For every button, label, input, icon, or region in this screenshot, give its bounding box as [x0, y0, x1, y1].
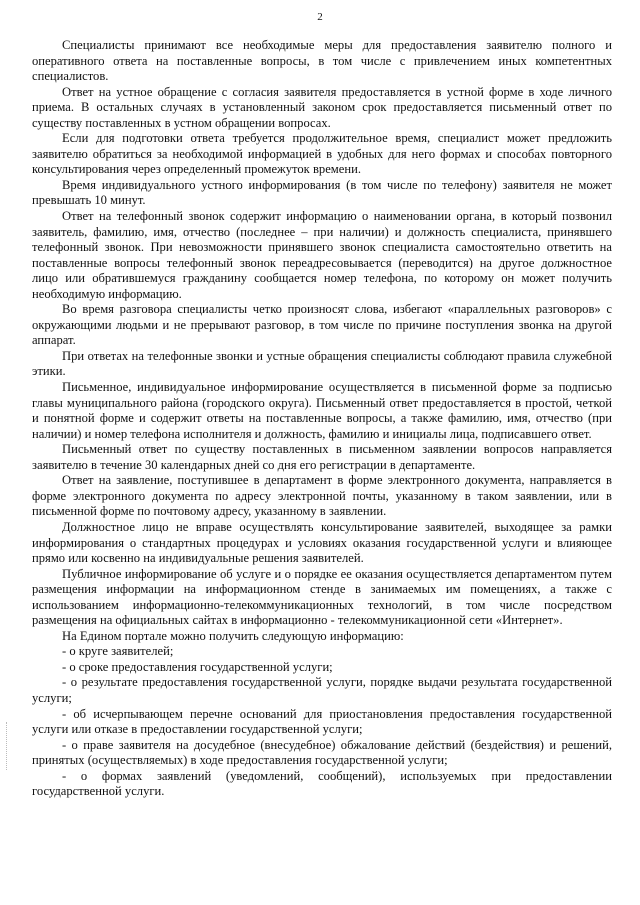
list-item: - о праве заявителя на досудебное (внесудебное) обжалование действий (бездействия) и решений, принятых (осуществляемых) в ходе предоставления государственной услуги; [32, 737, 612, 768]
list-item: - о сроке предоставления государственной услуги; [62, 659, 333, 674]
paragraph: Ответ на телефонный звонок содержит информацию о наименовании органа, в который позвонил заявитель, фамилию, имя, отчество (последнее – при наличии) и должность специалиста, принявшего телефонный звонок. При невозможности принявшего звонок специалиста самостоятельно ответить на поставленные вопросы телефонный звонок переадресовывается (переводится) на другое должностное лицо или обратившемуся гражданину сообщается номер телефона, по которому он может получить необходимую информацию. [32, 209, 612, 301]
list-item: - об исчерпывающем перечне оснований для приостановления предоставления государственной услуги или отказе в предоставлении государственной услуги; [32, 706, 612, 737]
paragraph: Специалисты принимают все необходимые меры для предоставления заявителю полного и оперативного ответа на поставленные вопросы, в том числе с привлечением иных компетентных специалистов. [32, 38, 612, 84]
paragraph: Во время разговора специалисты четко произносят слова, избегают «параллельных разговоров» с окружающими людьми и не прерывают разговор, в том числе по причине поступления звонка на другой аппарат. [32, 302, 612, 348]
scan-margin-mark [6, 722, 11, 770]
paragraph: Время индивидуального устного информирования (в том числе по телефону) заявителя не может превышать 10 минут. [32, 177, 612, 208]
paragraph: Письменное, индивидуальное информирование осуществляется в письменной форме за подписью главы муниципального района (городского округа). Письменный ответ предоставляется в простой, четкой и понятной форме и содержит ответы на поставленные вопросы, а также фамилию, имя, отчество (при наличии) и номер телефона исполнителя и должность, фамилию и инициалы лица, подписавшего ответ. [32, 380, 612, 441]
document-body [32, 38, 612, 800]
paragraph: Должностное лицо не вправе осуществлять консультирование заявителей, выходящее за рамки информирования о стандартных процедурах и условиях оказания государственной услуги и влияющее прямо или косвенно на индивидуальные решения заявителей. [32, 519, 612, 566]
paragraph: При ответах на телефонные звонки и устные обращения специалисты соблюдают правила служебной этики. [32, 348, 612, 379]
list-item: - о формах заявлений (уведомлений, сообщений), используемых при предоставлении государственной услуги. [32, 768, 612, 799]
paragraph: Письменный ответ по существу поставленных в письменном заявлении вопросов направляется заявителю в течение 30 календарных дней со дня его регистрации в департаменте. [32, 442, 612, 472]
paragraph: Ответ на заявление, поступившее в департамент в форме электронного документа, направляется в форме электронного документа по адресу электронной почты, указанному в таком заявлении, или в письменной форме по почтовому адресу, указанному в заявлении. [32, 473, 612, 519]
paragraph: Публичное информирование об услуге и о порядке ее оказания осуществляется департаментом путем размещения информации на информационном стенде в занимаемых им помещениях, а также с использованием информационно-телекоммуникационных технологий, в том числе посредством размещения на официальных сайтах в информационно - телекоммуникационной сети «Интернет». [32, 566, 612, 628]
list-item: - о круге заявителей; [62, 644, 174, 659]
paragraph: Ответ на устное обращение с согласия заявителя предоставляется в устной форме в ходе личного приема. В остальных случаях в установленный законом срок предоставляется письменный ответ по существу поставленных в устном обращении вопросах. [32, 84, 612, 130]
list-item: - о результате предоставления государственной услуги, порядке выдачи результата государственной услуги; [32, 675, 612, 705]
paragraph: Если для подготовки ответа требуется продолжительное время, специалист может предложить заявителю обратиться за необходимой информацией в удобных для него формах и способах повторного консультирования через определенный промежуток времени. [32, 131, 612, 177]
page-number: 2 [317, 11, 323, 23]
list-intro: На Едином портале можно получить следующую информацию: [62, 628, 404, 643]
